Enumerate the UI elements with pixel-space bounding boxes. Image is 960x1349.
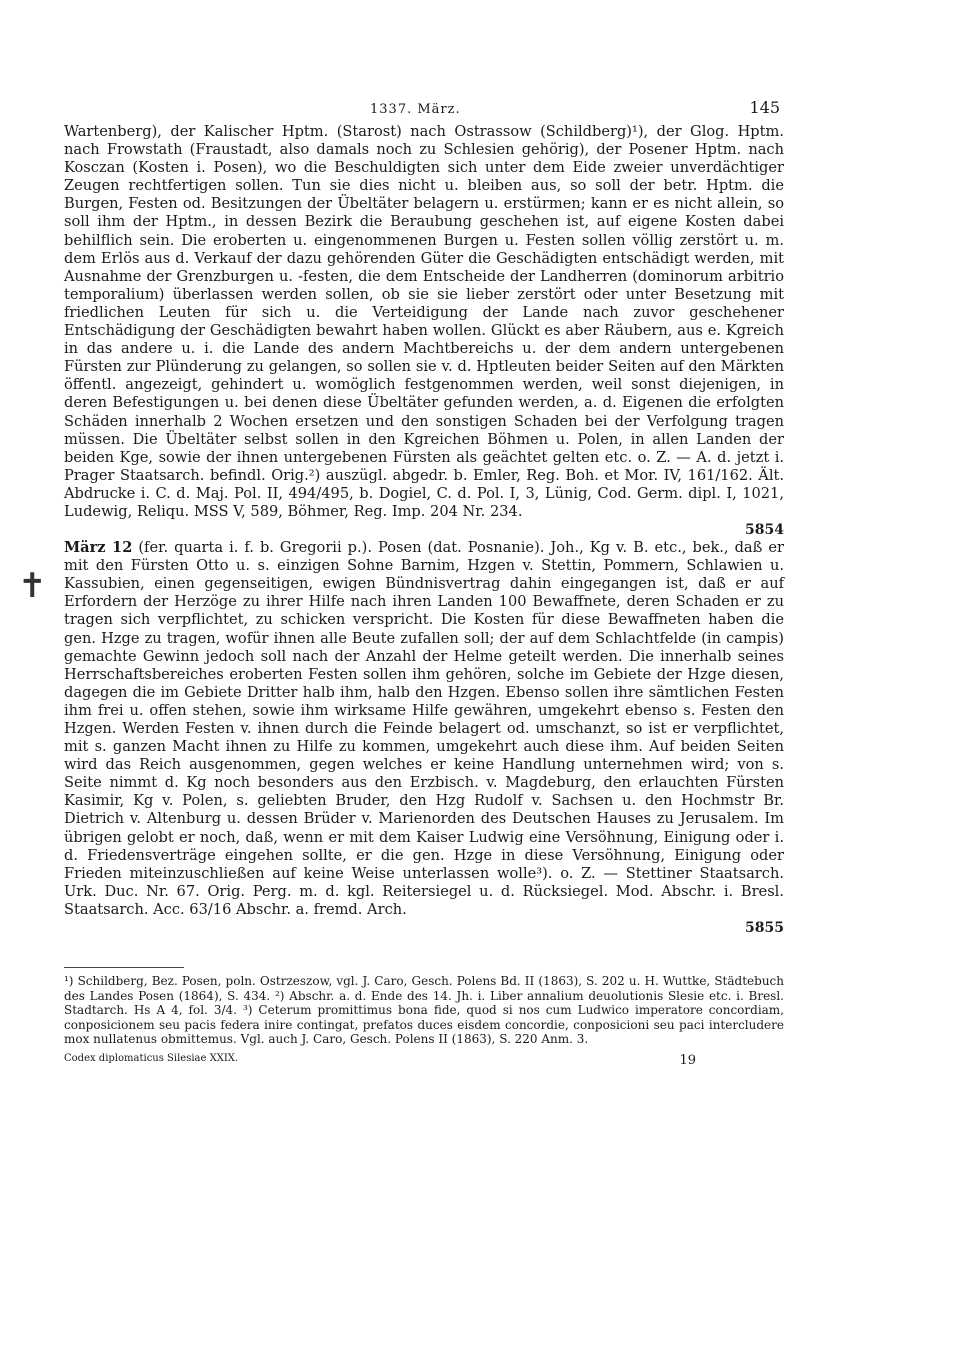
footer-codex: Codex diplomaticus Silesiae XXIX. bbox=[64, 1053, 239, 1064]
page-header bbox=[64, 98, 784, 117]
entry-5854-text: Wartenberg), der Kalischer Hptm. (Starost) nach Ostrassow (Schildberg)¹), der Glog. Hptm. nach Frowstath (Fraustadt, also damals noch zu Schlesien gehörig), der Posener Hptm. nach Kosczan (Kosten i. Posen), wo die Beschuldigten sich unter dem Eide zweier unverdächtiger Zeugen rechtfertigen sollen. Tun sie dies nicht u. bleiben aus, so soll der betr. Hptm. die Burgen, Festen od. Besitzungen der Übeltäter belagern u. erstürmen; kann er es nicht allein, so soll ihm der Hptm., in dessen Bezirk die Beraubung geschehen ist, auf eigene Kosten dabei behilflich sein. Die eroberten u. eingenommenen Burgen u. Festen sollen völlig zerstört u. m. dem Erlös aus d. Verkauf der dazu gehörenden Güter die Geschädigten entschädigt werden, mit Ausnahme der Grenzburgen u. -festen, die dem Entscheide der Landherren (dominorum arbitrio temporalium) überlassen werden sollen, ob sie sie lieber zerstört oder unter Besetzung mit friedlichen Leuten für sich u. die Verteidigung der Lande nach zuvor geschehener Entschädigung der Geschädigten bewahrt haben wollen. Glückt es aber Räubern, aus e. Kgreich in das andere u. i. die Lande des andern Machtbereichs u. der dem andern untergebenen Fürsten zur Plünderung zu gelangen, so sollen sie v. d. Hptleuten beider Seiten auf den Märkten öffentl. angezeigt, gehindert u. womöglich festgenommen werden, weil sonst diejenigen, in deren Befestigungen u. bei denen diese Übeltäter gefunden werden, a. d. Eigenen die erfolgten Schäden innerhalb 2 Wochen ersetzen und den sonstigen Schaden bei der Verfolgung tragen müssen. Die Übeltäter selbst sollen in den Kgreichen Böhmen u. Polen, in allen Landen der beiden Kge, sowie der ihnen untergebenen Fürsten als geächtet gelten etc. o. Z. — A. d. jetzt i. Prager Staatsarch. befindl. Orig.²) auszügl. abgedr. b. Emler, Reg. Boh. et Mor. IV, 161/162. Ält. Abdrucke i. C. d. Maj. Pol. II, 494/495, b. Dogiel, C. d. Pol. I, 3, Lünig, Cod. Germ. dipl. I, 1021, Ludewig, Reliqu. MSS V, 589, Böhmer, Reg. Imp. 204 Nr. 234. bbox=[64, 123, 784, 520]
entry-5855-date: März 12 bbox=[64, 539, 133, 557]
page-footer bbox=[64, 1053, 784, 1068]
entry-5855-number: 5855 bbox=[745, 920, 784, 937]
header-page-number: 145 bbox=[749, 98, 780, 117]
document-page bbox=[64, 98, 784, 1068]
entry-5855-body: (fer. quarta i. f. b. Gregorii p.). Posen (dat. Posnanie). Joh., Kg v. B. etc., bek., daß er mit den Fürsten Otto u. s. einzigen Sohne Barnim, Hzgen v. Stettin, Pommern, Schlawien u. Kassubien, einen gegenseitigen, ewigen Bündnisvertrag dahin eingegangen ist, daß er auf Erfordern der Herzöge zu ihrer Hilfe nach ihren Landen 100 Bewaffnete, deren Schaden er zu tragen sich verpflichtet, zu schicken verspricht. Die Kosten für diese Bewaffneten haben die gen. Hzge zu tragen, wofür ihnen alle Beute zufallen soll; der auf dem Schlachtfelde (in campis) gemachte Gewinn jedoch soll nach der Anzahl der Helme geteilt werden. Die innerhalb seines Herrschaftsbereiches eroberten Festen sollen ihm gehören, solche im Gebiete der Hzge diesen, dagegen die im Gebiete Dritter halb ihm, halb den Hzgen. Ebenso sollen ihre sämtlichen Festen ihm frei u. offen stehen, sowie ihm wirksame Hilfe gewähren, umgekehrt ebenso s. Festen den Hzgen. Werden Festen v. ihnen durch die Feinde belagert od. umschanzt, so ist er verpflichtet, mit s. ganzen Macht ihnen zu Hilfe zu kommen, umgekehrt auch diese ihm. Auf beiden Seiten wird das Reich ausgenommen, gegen welches er keine Handlung unternehmen wird; von s. Seite nimmt d. Kg noch besonders aus den Erzbisch. v. Magdeburg, den erlauchten Fürsten Kasimir, Kg v. Polen, s. geliebten Bruder, den Hzg Rudolf v. Sachsen u. den Hochmstr Br. Dietrich v. Altenburg u. dessen Brüder v. Marienorden des Deutschen Hauses zu Jerusalem. Im übrigen gelobt er noch, daß, wenn er mit dem Kaiser Ludwig eine Versöhnung, Einigung oder i. d. Friedensverträge eingehen sollte, er die gen. Hzge in diese Versöhnung, Einigung oder Frieden miteinzuschließen auf keine Weise unterlassen wolle³). o. Z. — Stettiner Staatsarch. Urk. Duc. Nr. 67. Orig. Perg. m. d. kgl. Reitersiegel u. d. Rücksiegel. Mod. Abschr. i. Bresl. Staatsarch. Acc. 63/16 Abschr. a. fremd. Arch. bbox=[64, 539, 784, 918]
footnotes-text: ¹) Schildberg, Bez. Posen, poln. Ostrzeszow, vgl. J. Caro, Gesch. Polens Bd. II (1863), S. 202 u. H. Wuttke, Städtebuch des Landes Posen (1864), S. 434. ²) Abschr. a. d. Ende des 14. Jh. i. Liber annalium deuolutionis Slesie etc. i. Bresl. Stadtarch. Hs A 4, fol. 3/4. ³) Ceterum promittimus bona fide, quod si nos cum Ludwico imperatore concordiam, conposicionem seu pacis federa inire contingat, prefatos duces eisdem concordie, conposicioni seu paci intercludere mox nullatenus obmittemus. Vgl. auch J. Caro, Gesch. Polens II (1863), S. 220 Anm. 3. bbox=[64, 974, 784, 1047]
header-year-month: 1337. März. bbox=[370, 102, 461, 117]
footnote-divider bbox=[64, 967, 184, 968]
footer-signature: 19 bbox=[679, 1053, 696, 1068]
entry-5855-text bbox=[64, 539, 784, 919]
entry-5854-number: 5854 bbox=[745, 522, 784, 539]
handwritten-margin-mark: ✝ bbox=[18, 566, 47, 606]
